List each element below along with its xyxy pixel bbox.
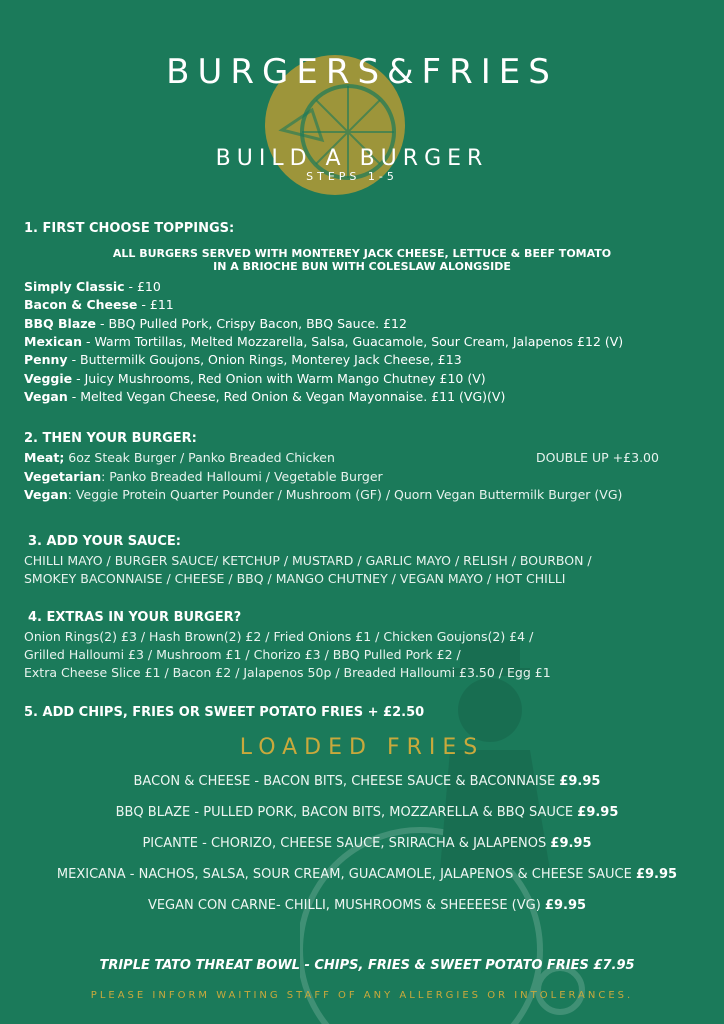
loaded-fries-item [0, 805, 724, 820]
fries-desc: MEXICANA - NACHOS, SALSA, SOUR CREAM, GUACAMOLE, JALAPENOS & CHEESE SAUCE [56, 867, 636, 882]
loaded-fries-title: LOADED FRIES [239, 735, 485, 760]
fries-desc: BACON & CHEESE - BACON BITS, CHEESE SAUCE & BACONNAISE [133, 774, 560, 789]
burger-heading: 2. THEN YOUR BURGER: [24, 431, 197, 446]
topping-name: Penny [24, 352, 68, 367]
fries-price: £9.95 [550, 836, 592, 851]
loaded-fries-item [0, 898, 724, 913]
meat-options: 6oz Steak Burger / Panko Breaded Chicken [64, 450, 335, 465]
topping-item [24, 279, 161, 294]
page-title: BURGERS&FRIES [166, 52, 558, 92]
fries-price: £9.95 [577, 805, 619, 820]
fries-desc: BBQ BLAZE - PULLED PORK, BACON BITS, MOZZARELLA & BBQ SAUCE [115, 805, 578, 820]
topping-desc: - Melted Vegan Cheese, Red Onion & Vegan Mayonnaise. £11 (VG)(V) [67, 389, 506, 404]
veg-label: Vegetarian [24, 469, 102, 484]
topping-name: Veggie [24, 371, 73, 386]
extras-line2: Grilled Halloumi £3 / Mushroom £1 / Chorizo £3 / BBQ Pulled Pork £2 / [24, 647, 461, 662]
sauce-line1: CHILLI MAYO / BURGER SAUCE/ KETCHUP / MUSTARD / GARLIC MAYO / RELISH / BOURBON / [24, 553, 592, 568]
page-subtitle: BUILD A BURGER [215, 146, 489, 171]
extras-heading: 4. EXTRAS IN YOUR BURGER? [28, 610, 242, 625]
vegan-label: Vegan [24, 487, 68, 502]
topping-desc: - BBQ Pulled Pork, Crispy Bacon, BBQ Sauce. £12 [96, 316, 407, 331]
sauce-line2: SMOKEY BACONNAISE / CHEESE / BBQ / MANGO CHUTNEY / VEGAN MAYO / HOT CHILLI [24, 571, 566, 586]
toppings-note-line2: IN A BRIOCHE BUN WITH COLESLAW ALONGSIDE [213, 260, 511, 273]
triple-tato-bowl: TRIPLE TATO THREAT BOWL - CHIPS, FRIES & SWEET POTATO FRIES £7.95 [99, 958, 635, 973]
fries-price: £9.95 [635, 867, 678, 882]
topping-item [24, 316, 407, 331]
fries-desc: VEGAN CON CARNE- CHILLI, MUSHROOMS & SHEEEESE (VG) [147, 898, 545, 913]
extras-line1: Onion Rings(2) £3 / Hash Brown(2) £2 / Fried Onions £1 / Chicken Goujons(2) £4 / [24, 629, 534, 644]
topping-desc: - Juicy Mushrooms, Red Onion with Warm Mango Chutney £10 (V) [72, 371, 486, 386]
fries-desc: PICANTE - CHORIZO, CHEESE SAUCE, SRIRACHA & JALAPENOS [142, 836, 551, 851]
vegan-options: : Veggie Protein Quarter Pounder / Mushroom (GF) / Quorn Vegan Buttermilk Burger (VG) [67, 487, 623, 502]
fries-price: £9.95 [559, 774, 601, 789]
chips-heading: 5. ADD CHIPS, FRIES OR SWEET POTATO FRIES + £2.50 [24, 705, 425, 720]
fries-price: £9.95 [544, 898, 587, 913]
meat-label: Meat; [24, 450, 65, 465]
sauce-heading: 3. ADD YOUR SAUCE: [28, 534, 181, 549]
topping-item [24, 297, 174, 312]
topping-item [24, 389, 505, 404]
topping-name: Bacon & Cheese [24, 297, 138, 312]
veg-options: : Panko Breaded Halloumi / Vegetable Burger [101, 469, 383, 484]
steps-label: STEPS 1-5 [306, 170, 398, 183]
topping-name: BBQ Blaze [24, 316, 97, 331]
topping-item [24, 334, 623, 349]
toppings-heading: 1. FIRST CHOOSE TOPPINGS: [24, 221, 235, 236]
topping-desc: - £10 [124, 279, 161, 294]
burger-veg-line [24, 469, 383, 484]
topping-desc: - £11 [137, 297, 174, 312]
topping-item [24, 371, 486, 386]
topping-name: Vegan [24, 389, 68, 404]
toppings-note-line1: ALL BURGERS SERVED WITH MONTEREY JACK CHEESE, LETTUCE & BEEF TOMATO [112, 247, 612, 260]
topping-name: Mexican [24, 334, 83, 349]
double-up-price: DOUBLE UP +£3.00 [536, 450, 659, 465]
extras-line3: Extra Cheese Slice £1 / Bacon £2 / Jalapenos 50p / Breaded Halloumi £3.50 / Egg £1 [24, 665, 551, 680]
loaded-fries-item [0, 867, 724, 882]
topping-item [24, 352, 462, 367]
burger-meat-line [24, 450, 335, 465]
allergy-notice: PLEASE INFORM WAITING STAFF OF ANY ALLERGIES OR INTOLERANCES. [90, 990, 634, 1001]
topping-desc: - Buttermilk Goujons, Onion Rings, Monterey Jack Cheese, £13 [67, 352, 462, 367]
topping-desc: - Warm Tortillas, Melted Mozzarella, Salsa, Guacamole, Sour Cream, Jalapenos £12 (V) [82, 334, 624, 349]
loaded-fries-item [0, 774, 724, 789]
topping-name: Simply Classic [24, 279, 125, 294]
burger-vegan-line [24, 487, 622, 502]
loaded-fries-item [0, 836, 724, 851]
